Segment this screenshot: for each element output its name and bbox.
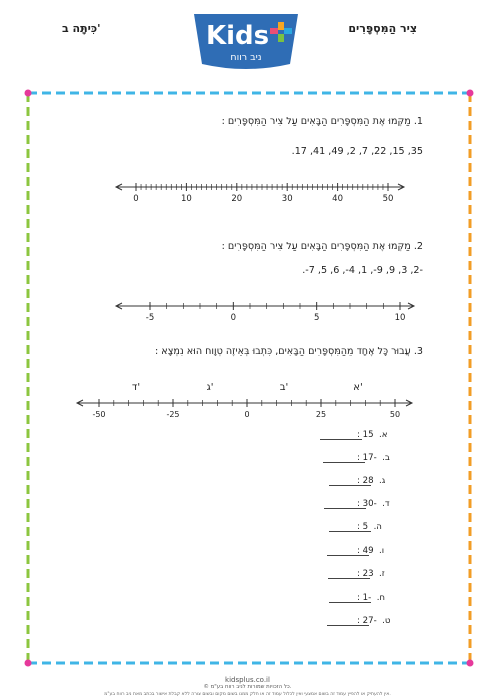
answer-number: ח. -1 :	[357, 593, 386, 603]
answer-row	[0, 453, 495, 465]
answer-blank[interactable]	[328, 569, 370, 579]
answer-row	[0, 499, 495, 511]
answer-row	[0, 430, 495, 442]
q1-instruction: 1. מַקְּמוּ אֶת הַמִּסְפָּרִים הַבָּאִים עַל צִיר הַמִּסְפָּרִים :	[221, 116, 423, 127]
tick-label: -50	[92, 410, 106, 419]
tick-label: 50	[389, 410, 401, 419]
number-line-q2	[110, 296, 420, 328]
range-label: ג'	[206, 382, 214, 393]
answer-number: ז. 23 :	[357, 569, 385, 579]
answer-row	[0, 476, 495, 488]
answer-blank[interactable]	[327, 546, 369, 556]
answer-blank[interactable]	[324, 499, 366, 509]
tick-label: 40	[332, 194, 344, 204]
number-line-q3	[72, 378, 417, 420]
tick-label: 20	[231, 194, 243, 204]
answer-blank[interactable]	[323, 453, 365, 463]
answer-number: ד. -30 :	[357, 499, 390, 509]
tick-label: 30	[281, 194, 293, 204]
answer-blank[interactable]	[329, 476, 371, 486]
grade-label: כִּיתָּה ב'	[62, 22, 101, 35]
tick-label: 50	[382, 194, 394, 204]
answer-number: ג. 28 :	[357, 476, 386, 486]
q1-numbers: 35, 15, 22, 7, 2, 49, 41, 17.	[291, 146, 423, 157]
footer-legal: אין להעתיק או להפיץ עמוד זה בשום אמצעי ואין לכלול עמוד זה או חלק ממנו בשום מקום ובשום צורה ללא קבלת אישור בכתב מאת ניב רווח בע"מ.	[104, 692, 391, 697]
answer-number: ט. -27 :	[357, 616, 391, 626]
tick-label: 0	[244, 410, 250, 419]
q2-numbers: -2, 3, 9, 9-, 1, 4-, 6, 5, 7-.	[302, 265, 423, 276]
range-label: ב'	[279, 382, 289, 393]
footer-copyright: © כל הזכויות שמורות לניב רווח בע"מ.	[203, 684, 292, 690]
tick-label: 5	[313, 313, 320, 323]
answer-row	[0, 616, 495, 628]
answer-blank[interactable]	[329, 522, 371, 532]
tick-label: 0	[133, 194, 139, 204]
tick-label: -25	[166, 410, 180, 419]
answer-row	[0, 593, 495, 605]
answer-row	[0, 546, 495, 558]
tick-label: 10	[394, 313, 406, 323]
answer-blank[interactable]	[327, 616, 369, 626]
answer-number: ו. 49 :	[357, 546, 385, 556]
tick-label: 10	[180, 194, 192, 204]
tick-label: -5	[145, 313, 155, 323]
answer-blank[interactable]	[329, 593, 371, 603]
range-label: ד'	[131, 382, 141, 393]
logo-text: Kids	[206, 21, 270, 51]
page-title: צִיר הַמִּסְפָּרִים	[348, 22, 417, 35]
tick-label: 0	[230, 313, 237, 323]
answer-number: א. 15 :	[357, 430, 388, 440]
q2-instruction: 2. מַקְּמוּ אֶת הַמִּסְפָּרִים הַבָּאִים עַל צִיר הַמִּסְפָּרִים :	[221, 241, 423, 252]
answer-number: ב. -17 :	[357, 453, 390, 463]
footer-site: kidsplus.co.il	[225, 676, 270, 684]
q3-instruction: 3. עֲבוּר כָּל אֶחָד מֵהַמִּסְפָּרִים הַבָּאִים, כִּתְבוּ בְּאֵיזֶה טְוָוח הוּא נִמְצָא :	[155, 346, 423, 357]
answer-row	[0, 522, 495, 534]
number-line-q1	[110, 178, 410, 210]
tick-label: 25	[315, 410, 327, 419]
range-label: א'	[353, 382, 363, 393]
answer-blank[interactable]	[320, 430, 362, 440]
logo-subtitle: ניב רווח	[230, 52, 262, 63]
answer-row	[0, 569, 495, 581]
answer-number: ה. 5 :	[357, 522, 382, 532]
